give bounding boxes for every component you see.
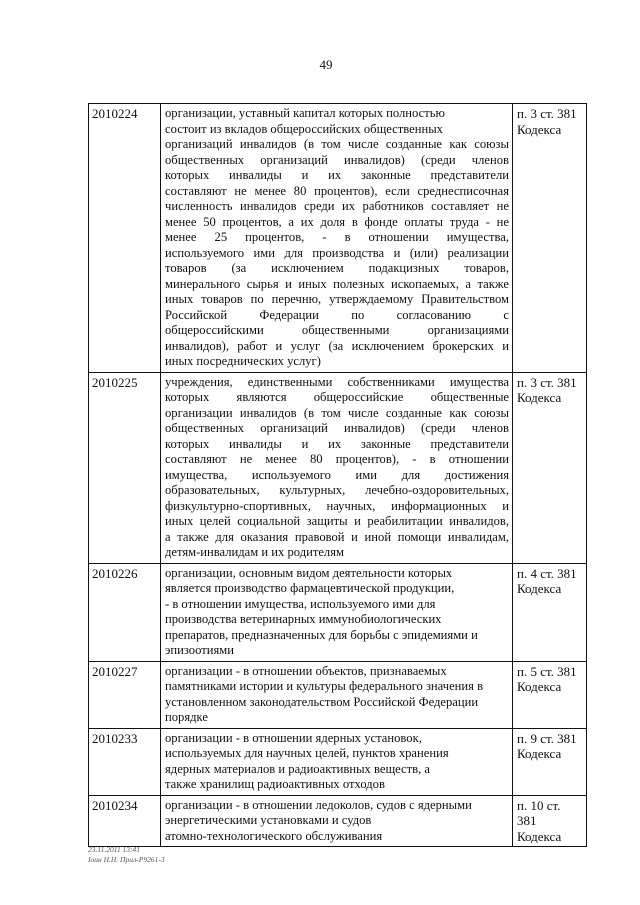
description-line: организации, уставный капитал которых полностью <box>165 106 445 120</box>
description-line: менее 25 процентов, - в отношении имущества, <box>165 230 509 244</box>
description-line: а также для оказания правовой и иной помощи инвалидам, <box>165 529 509 544</box>
description-line: иных товаров по перечню, утверждаемому Правительством <box>165 292 509 306</box>
row-description <box>161 104 513 372</box>
row-code: 2010234 <box>89 796 161 847</box>
description-line: установленном законодательством Российской Федерации <box>165 694 479 709</box>
table-row <box>89 661 586 728</box>
description-line: общероссийскими общественными организациями <box>165 323 509 337</box>
reference-code: Кодекса <box>517 679 562 694</box>
description-line: физкультурно-спортивных, научных, информационных и <box>165 498 509 513</box>
row-reference <box>513 373 586 563</box>
page-number: 49 <box>319 57 333 72</box>
reference-code: Кодекса <box>517 581 562 596</box>
table-row <box>89 795 586 847</box>
footer-file-reference: Іоин Н.Н. Прил-Р9261-3 <box>88 855 165 864</box>
description-line: общественных организаций инвалидов) (среди членов <box>165 421 509 435</box>
row-description <box>161 729 513 795</box>
description-line: детям-инвалидам и их родителям <box>165 545 344 559</box>
description-line: препаратов, предназначенных для борьбы с эпидемиями и <box>165 627 478 642</box>
row-reference <box>513 729 586 795</box>
description-line: составляют не менее 80 процентов), - в отношении <box>165 452 509 466</box>
row-code: 2010224 <box>89 104 161 372</box>
footer <box>88 845 165 865</box>
row-description <box>161 564 513 661</box>
footer-timestamp: 23.11.2011 13:41 <box>88 845 141 854</box>
row-description <box>161 662 513 728</box>
description-line: является производство фармацевтической продукции, <box>165 581 455 595</box>
reference-article: п. 3 ст. 381 <box>517 106 577 121</box>
table-row <box>89 728 586 795</box>
description-line: общественных организаций инвалидов) (среди членов <box>165 152 509 167</box>
description-line: составляют не менее 80 процентов), если среднесписочная <box>165 183 509 198</box>
reference-article: п. 5 ст. 381 <box>517 663 577 679</box>
description-line: - в отношении имущества, используемого ими для <box>165 596 436 611</box>
reference-code: Кодекса <box>517 746 562 761</box>
reference-article: п. 10 ст. 381 <box>517 797 561 828</box>
reference-code: Кодекса <box>517 828 562 844</box>
description-line: учреждения, единственными собственниками имущества <box>165 374 509 389</box>
description-line: атомно-технологического обслуживания <box>165 828 383 843</box>
reference-code: Кодекса <box>517 121 562 137</box>
row-code: 2010226 <box>89 564 161 661</box>
description-line: которых являются общероссийские общественные <box>165 390 509 404</box>
code-table <box>88 103 587 847</box>
reference-article: п. 3 ст. 381 <box>517 374 577 390</box>
row-reference <box>513 564 586 661</box>
description-line: численность инвалидов среди их работников составляет не <box>165 199 509 213</box>
reference-code: Кодекса <box>517 390 562 405</box>
row-reference <box>513 662 586 728</box>
description-line: памятниками истории и культуры федерального значения в <box>165 679 484 693</box>
description-line: эпизоотиями <box>165 643 234 657</box>
description-line: которых инвалиды и их законные представители <box>165 436 509 451</box>
description-line: организации, основным видом деятельности которых <box>165 565 453 580</box>
description-line: порядке <box>165 710 208 724</box>
description-line: имущества, используемого ими для достижения <box>165 467 509 482</box>
reference-article: п. 9 ст. 381 <box>517 730 577 746</box>
description-line: инвалидов), работ и услуг (за исключением брокерских и <box>165 338 509 353</box>
row-reference <box>513 796 586 847</box>
description-line: организаций инвалидов (в том числе созданные как союзы <box>165 137 509 151</box>
description-line: энергетическими установками и судов <box>165 813 372 827</box>
table-row <box>89 104 586 372</box>
row-code: 2010227 <box>89 662 161 728</box>
row-description <box>161 373 513 563</box>
description-line: иных посреднических услуг) <box>165 354 321 368</box>
description-line: которых инвалиды и их законные представители <box>165 168 509 182</box>
description-line: Российской Федерации по согласованию с <box>165 307 509 322</box>
description-line: состоит из вкладов общероссийских общественных <box>165 121 443 136</box>
table-row <box>89 372 586 563</box>
description-line: менее 50 процентов, а их доля в фонде оплаты труда - не <box>165 214 509 229</box>
description-line: организации - в отношении объектов, признаваемых <box>165 663 447 678</box>
description-line: используемого ими для производства и (или) реализации <box>165 245 509 260</box>
row-description <box>161 796 513 847</box>
description-line: образовательных, культурных, лечебно-оздоровительных, <box>165 483 509 497</box>
table-row <box>89 563 586 661</box>
row-code: 2010233 <box>89 729 161 795</box>
description-line: организации - в отношении ядерных установок, <box>165 730 422 745</box>
description-line: минерального сырья и иных полезных ископаемых, а также <box>165 276 509 291</box>
row-reference <box>513 104 586 372</box>
description-line: используемых для научных целей, пунктов хранения <box>165 746 449 760</box>
description-line: иных целей социальной защиты и реабилитации инвалидов, <box>165 514 509 528</box>
description-line: товаров (за исключением подакцизных товаров, <box>165 261 509 275</box>
description-line: также хранилищ радиоактивных отходов <box>165 777 385 791</box>
description-line: производства ветеринарных иммунобиологических <box>165 612 442 626</box>
description-line: организации инвалидов (в том числе созданные как союзы <box>165 405 509 420</box>
description-line: ядерных материалов и радиоактивных веществ, а <box>165 761 430 776</box>
reference-article: п. 4 ст. 381 <box>517 565 577 581</box>
description-line: организации - в отношении ледоколов, судов с ядерными <box>165 797 472 812</box>
row-code: 2010225 <box>89 373 161 563</box>
